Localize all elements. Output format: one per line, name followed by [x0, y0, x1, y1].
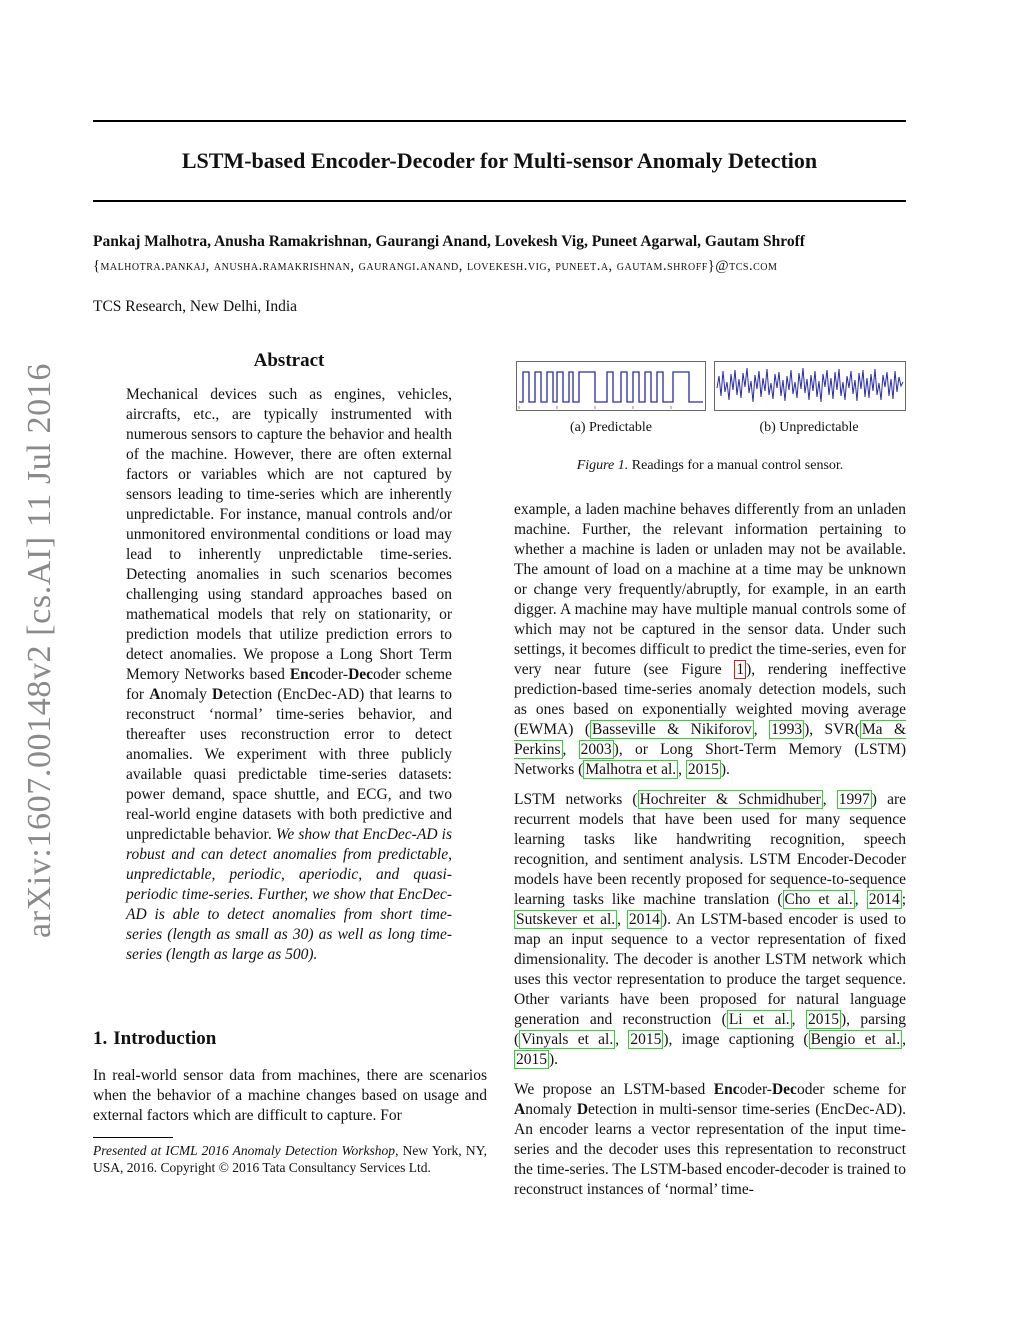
plot-unpredictable [714, 361, 906, 411]
citation-link[interactable]: Basseville & Nikiforov [592, 721, 752, 738]
author-list: Pankaj Malhotra, Anusha Ramakrishnan, Gaurangi Anand, Lovekesh Vig, Puneet Agarwal, Gautam Shroff [93, 233, 805, 250]
figure-ref-link[interactable]: 1 [736, 661, 745, 678]
citation-link[interactable]: Malhotra et al. [585, 761, 677, 778]
citation-link[interactable]: 2015 [807, 1011, 839, 1028]
citation-link[interactable]: Cho et al. [784, 891, 853, 908]
author-emails: {malhotra.pankaj, anusha.ramakrishnan, gaurangi.anand, lovekesh.vig, puneet.a, gautam.shroff}@tcs.com [93, 258, 778, 274]
arxiv-stamp: arXiv:1607.00148v2 [cs.AI] 11 Jul 2016 [21, 363, 58, 938]
abstract-heading: Abstract [253, 350, 325, 371]
citation-link[interactable]: Li et al. [728, 1011, 790, 1028]
abstract-body: Mechanical devices such as engines, vehicles, aircrafts, etc., are typically instrumented with numerous sensors to capture the behavior and health of the machine. However, there are often external factors or variables which are not captured by sensors leading to time-series which are inherently unpredictable. For instance, manual controls and/or unmonitored environmental conditions or load may lead to inherently unpredictable time-series. Detecting anomalies in such scenarios becomes challenging using standard approaches based on mathematical models that rely on stationarity, or prediction models that utilize prediction errors to detect anomalies. We propose a Long Short Term Memory Networks based Encoder-Decoder scheme for Anomaly Detection (EncDec-AD) that learns to reconstruct ‘normal’ time-series behavior, and thereafter uses reconstruction error to detect anomalies. We experiment with three publicly available quasi predictable time-series datasets: power demand, space shuttle, and ECG, and two real-world engine datasets with both predictive and unpredictable behavior. We show that EncDec-AD is robust and can detect anomalies from predictable, unpredictable, periodic, aperiodic, and quasi-periodic time-series. Further, we show that EncDec-AD is able to detect anomalies from short time-series (length as small as 30) as well as long time-series (length as large as 500). [126, 386, 453, 963]
citation-link[interactable]: 1997 [838, 791, 870, 808]
citation-link[interactable]: Vinyals et al. [521, 1031, 614, 1048]
predictable-signal-line [519, 372, 703, 402]
citation-link[interactable]: Bengio et al. [810, 1031, 901, 1048]
figure-caption: Figure 1. Readings for a manual control sensor. [576, 458, 844, 473]
citation-link[interactable]: Ma & Perkins [514, 721, 907, 758]
right-column-body [514, 500, 906, 1200]
footnote: Presented at ICML 2016 Anomaly Detection Workshop, New York, NY, USA, 2016. Copyright © 2016 Tata Consultancy Services Ltd. [93, 1143, 487, 1175]
citation-link[interactable]: Hochreiter & Schmidhuber [639, 791, 821, 808]
citation-link[interactable]: 2015 [630, 1031, 662, 1048]
unpredictable-signal-line [717, 368, 903, 402]
paragraph: We propose an LSTM-based Encoder-Decoder scheme for Anomaly Detection in multi-sensor time-series (EncDec-AD). An encoder learns a vector representation of the input time-series and the decoder uses this representation to reconstruct the time-series. The LSTM-based encoder-decoder is trained to reconstruct instances of ‘normal’ time- [514, 1081, 907, 1198]
paragraph: example, a laden machine behaves differently from an unladen machine. Further, the relevant information pertaining to whether a machine is laden or unladen may not be available. The amount of load on a machine at a time may be unknown or change very frequently/abruptly, for example, in an earth digger. A machine may have multiple manual controls some of which may not be captured in the sensor data. Under such settings, it becomes difficult to predict the time-series, even for very near future (see Figure 1 ), rendering ineffective prediction-based time-series anomaly detection models, such as ones based on exponentially weighted moving average (EWMA) ( Basseville & Nikiforov , 1993 ), SVR( Ma & Perkins , 2003 ), or Long Short-Term Memory (LSTM) Networks ( Malhotra et al. , 2015 ). [514, 501, 907, 778]
plot-predictable [516, 361, 706, 411]
title-top-rule [93, 120, 906, 122]
affiliation: TCS Research, New Delhi, India [93, 298, 298, 315]
citation-link[interactable]: Sutskever et al. [516, 911, 616, 928]
citation-link[interactable]: 2015 [516, 1051, 547, 1068]
subcaption-unpredictable: (b) Unpredictable [759, 420, 859, 435]
paragraph: LSTM networks ( Hochreiter & Schmidhuber , 1997 ) are recurrent models that have been used for many sequence learning tasks like handwriting recognition, speech recognition, and sentiment analysis. LSTM Encoder-Decoder models have been recently proposed for sequence-to-sequence learning tasks like machine translation ( Cho et al. , 2014 ; Sutskever et al. , 2014 ). An LSTM-based encoder is used to map an input sequence to a vector representation of fixed dimensionality. The decoder is another LSTM network which uses this vector representation to produce the target sequence. Other variants have been proposed for natural language generation and reconstruction ( Li et al. , 2015 ), parsing ( Vinyals et al. , 2015 ), image captioning ( Bengio et al. , 2015 ). [514, 791, 907, 1068]
citation-link[interactable]: 2014 [628, 911, 660, 928]
citation-link[interactable]: 2014 [868, 891, 900, 908]
citation-link[interactable]: 2015 [687, 761, 719, 778]
citation-link[interactable]: 2003 [580, 741, 612, 758]
introduction-body: In real-world sensor data from machines, there are scenarios when the behavior of a machine changes based on usage and external factors which are difficult to capture. For [93, 1067, 487, 1124]
citation-link[interactable]: 1993 [771, 721, 803, 738]
subcaption-predictable: (a) Predictable [569, 420, 652, 435]
title-bottom-rule [93, 200, 906, 202]
paper-title: LSTM-based Encoder-Decoder for Multi-sensor Anomaly Detection [181, 148, 818, 173]
footnote-rule [93, 1137, 173, 1138]
section-heading-introduction: 1. Introduction [93, 1028, 217, 1049]
